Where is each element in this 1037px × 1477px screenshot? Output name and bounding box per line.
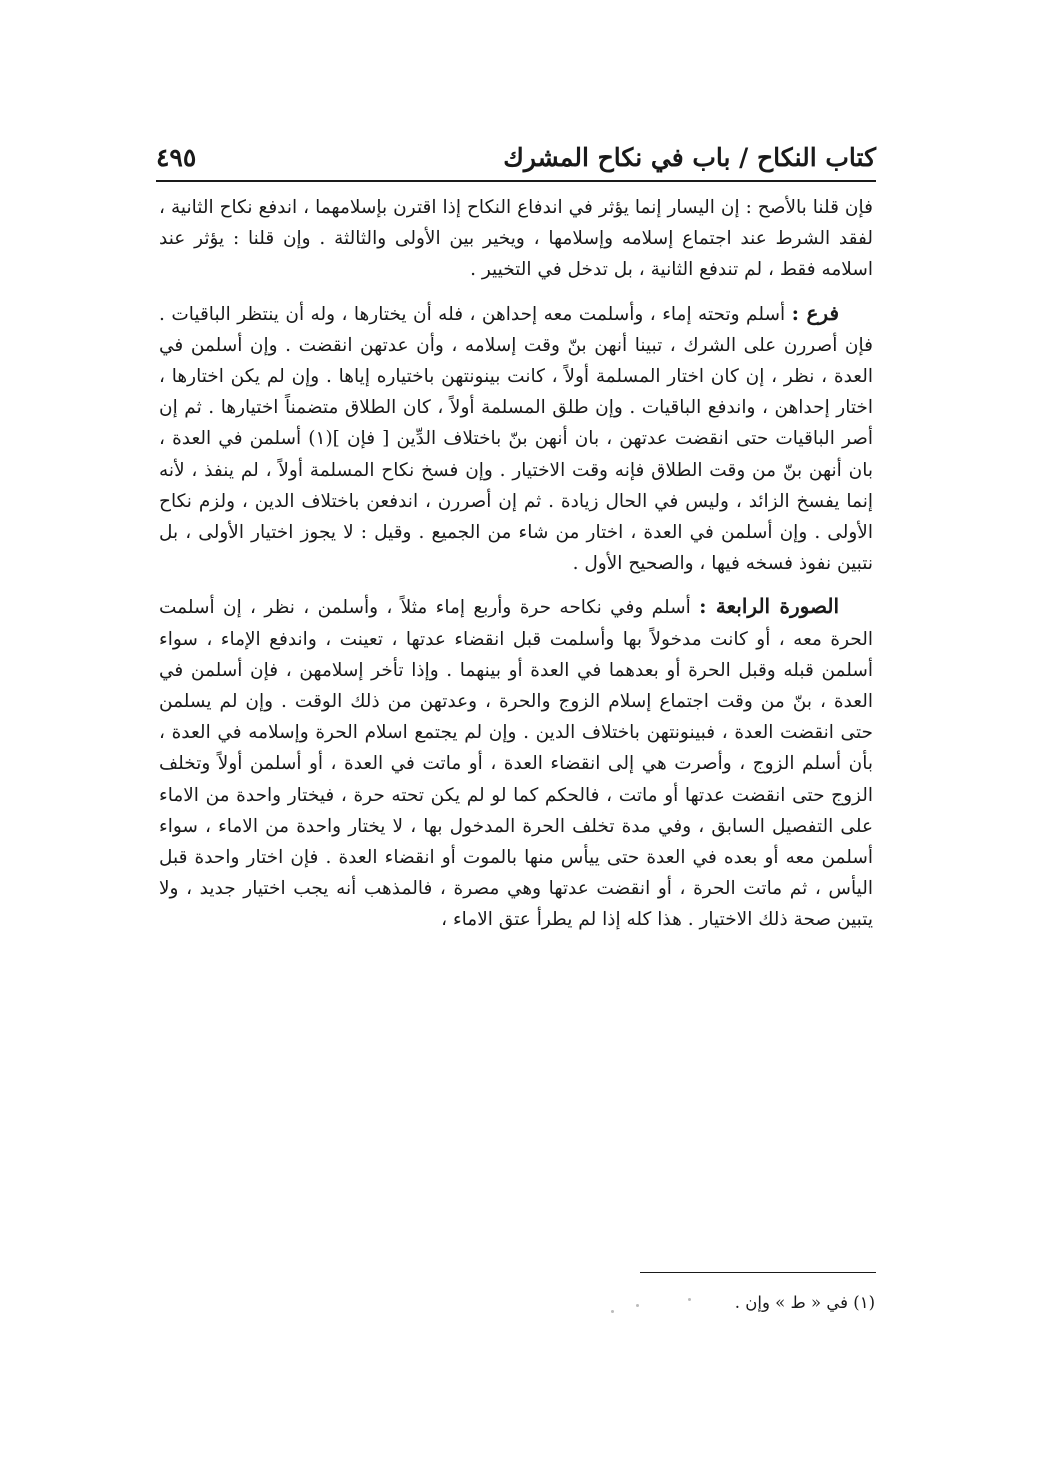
- scan-speck: [636, 1304, 639, 1307]
- header-rule: [156, 180, 876, 182]
- paragraph-3-text: أسلم وفي نكاحه حرة وأربع إماء مثلاً ، وأسلمن ، نظر ، إن أسلمت الحرة معه ، أو كانت مدخولاً بها وأسلمت قبل انقضاء عدتها ، تعينت ، واندفع الإماء ، سواء أسلمن قبله وقبل الحرة أو بعدهما في العدة أو بينهما . وإذا تأخر إسلامهن ، فإن أسلمن في العدة ، بنّ من وقت اجتماع إسلام الزوج والحرة ، وعدتهن من ذلك الوقت . وإن لم يسلمن حتى انقضت العدة ، فبينونتهن باختلاف الدين . وإن لم يجتمع اسلام الحرة وإسلامه في العدة ، بأن أسلم الزوج ، وأصرت هي إلى انقضاء العدة ، أو ماتت في العدة ، أو أسلمن أولاً وتخلف الزوج حتى انقضت عدتها أو ماتت ، فالحكم كما لو لم يكن تحته حرة ، فيختار واحدة من الاماء على التفصيل السابق ، وفي مدة تخلف الحرة المدخول بها ، لا يختار واحدة من الاماء ، سواء أسلمن معه أو بعده في العدة حتى ييأس منها بالموت أو انقضاء العدة . فإن اختار واحدة قبل اليأس ، ثم ماتت الحرة ، أو انقضت عدتها وهي مصرة ، فالمذهب أنه يجب اختيار جديد ، ولا يتبين صحة ذلك الاختيار . هذا كله إذا لم يطرأ عتق الاماء ،: [159, 597, 873, 931]
- scan-speck: [688, 1298, 691, 1301]
- scan-speck: [611, 1310, 614, 1313]
- body-text: [159, 192, 873, 948]
- paragraph-3: [159, 591, 873, 935]
- paragraph-1-text: فإن قلنا بالأصح : إن اليسار إنما يؤثر في اندفاع النكاح إذا اقترن بإسلامهما ، اندفع نكاح الثانية ، لفقد الشرط عند اجتماع إسلامه وإسلامها ، ويخير بين الأولى والثالثة . وإن قلنا : يؤثر عند اسلامه فقط ، لم تندفع الثانية ، بل تدخل في التخيير .: [159, 197, 873, 281]
- page-header: [156, 138, 876, 178]
- paragraph-3-lead: الصورة الرابعة :: [699, 594, 840, 619]
- paragraph-2: [159, 298, 873, 580]
- page-number: ٤٩٥: [156, 143, 197, 172]
- footnote-rule: [640, 1272, 876, 1273]
- paragraph-2-lead: فرع :: [791, 300, 840, 325]
- paragraph-1: [159, 192, 873, 286]
- paragraph-2-text: أسلم وتحته إماء ، وأسلمت معه إحداهن ، فله أن يختارها ، وله أن ينتظر الباقيات . فإن أصررن على الشرك ، تبينا أنهن بنّ وقت إسلامه ، وأن عدتهن انقضت . وإن أسلمن في العدة ، نظر ، إن كان اختار المسلمة أولاً ، كانت بينونتهن باختياره إياها . وإن لم يكن اختارها ، اختار إحداهن ، واندفع الباقيات . وإن طلق المسلمة أولاً ، كان الطلاق متضمناً اختيارها . ثم إن أصر الباقيات حتى انقضت عدتهن ، بان أنهن بنّ باختلاف الدِّين [ فإن ](١) أسلمن في العدة ، بان أنهن بنّ من وقت الطلاق فإنه وقت الاختيار . وإن فسخ نكاح المسلمة أولاً ، لم ينفذ ، لأنه إنما يفسخ الزائد ، وليس في الحال زيادة . ثم إن أصررن ، اندفعن باختلاف الدين ، ولزم نكاح الأولى . وإن أسلمن في العدة ، اختار من شاء من الجميع . وقيل : لا يجوز اختيار الأولى ، بل نتبين نفوذ فسخه فيها ، والصحيح الأول .: [159, 303, 873, 575]
- running-title: كتاب النكاح / باب في نكاح المشرك: [503, 143, 876, 172]
- footnote: (١) في « ط » وإن .: [734, 1293, 875, 1312]
